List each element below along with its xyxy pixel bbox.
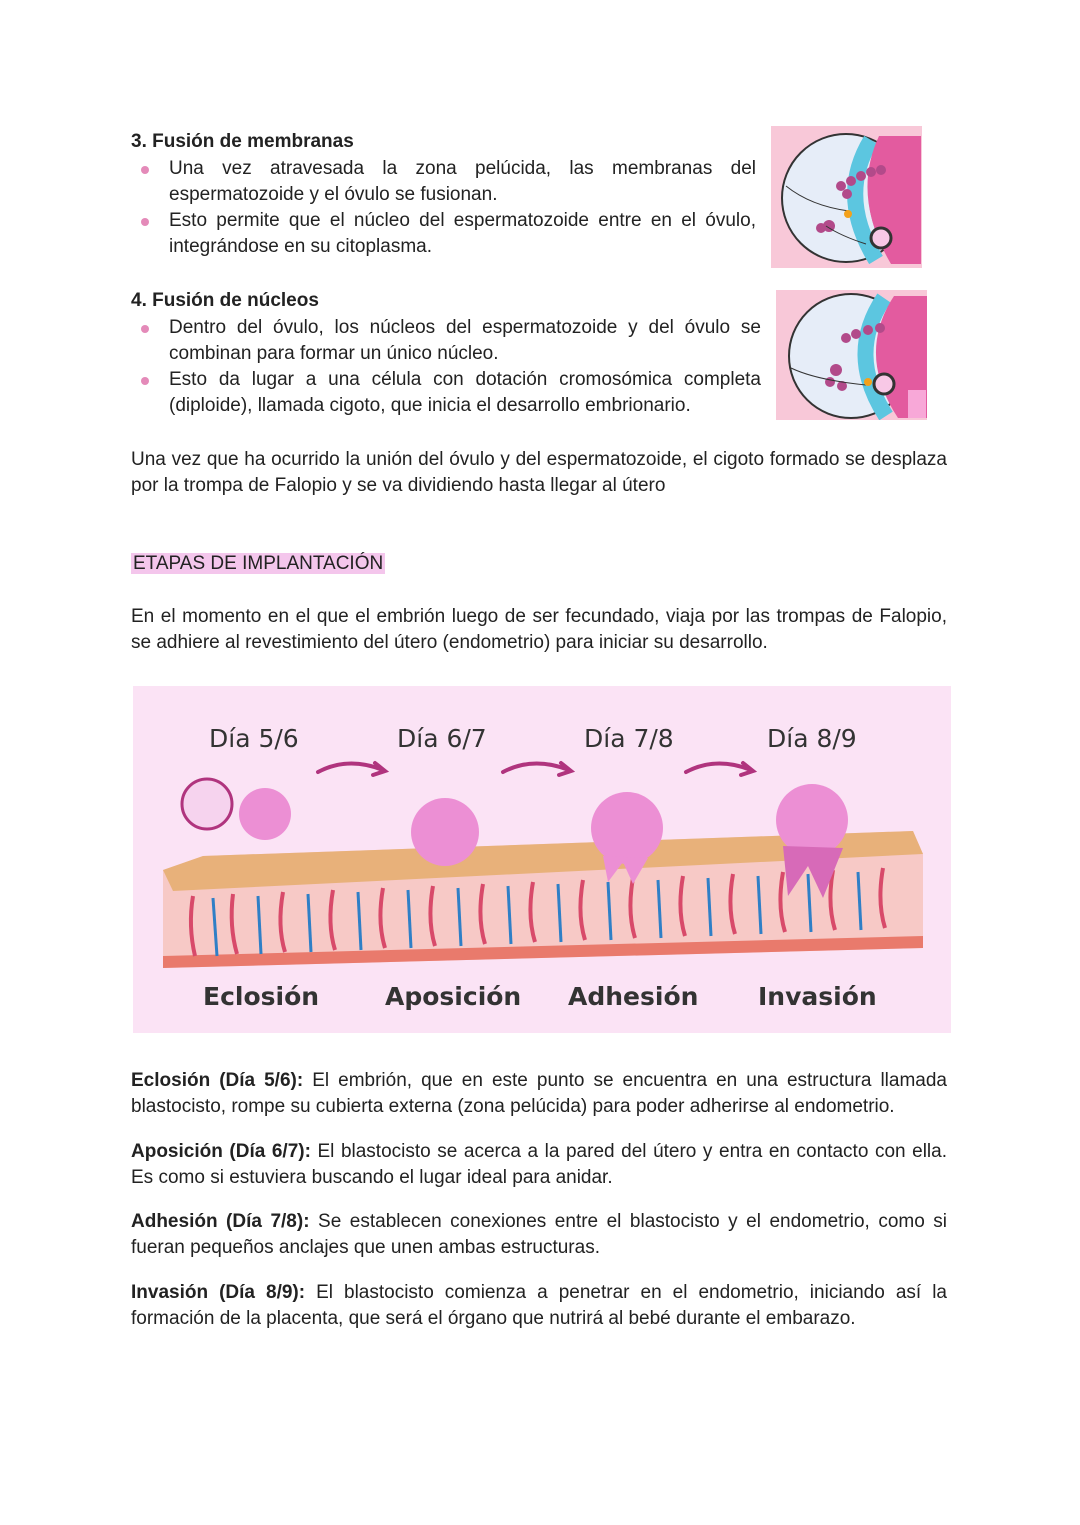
- description-term: Adhesión (Día 7/8):: [131, 1211, 310, 1232]
- description-adhesion: [131, 1209, 947, 1261]
- stage-label: Adhesión: [568, 982, 699, 1011]
- description-term: Aposición (Día 6/7):: [131, 1141, 311, 1162]
- bullet-icon: [141, 377, 149, 385]
- nuclei-fusion-list: [131, 315, 761, 419]
- day-label: Día 5/6: [209, 724, 299, 753]
- description-aposicion: [131, 1139, 947, 1191]
- bullet-icon: [141, 325, 149, 333]
- bullet-icon: [141, 218, 149, 226]
- stage-label: Eclosión: [203, 982, 320, 1011]
- description-term: Invasión (Día 8/9):: [131, 1282, 306, 1303]
- list-item: Esto permite que el núcleo del espermatozoide entre en el óvulo, integrándose en su citoplasma.: [131, 208, 756, 260]
- description-text: El embrión, que en este punto se encuentra en una estructura llamada blastocisto, rompe su cubierta externa (zona pelúcida) para poder adherirse al endometrio.: [131, 1070, 947, 1117]
- day-label: Día 8/9: [767, 724, 857, 753]
- stage-label: Aposición: [385, 982, 522, 1011]
- arrow-right-icon: [318, 763, 753, 775]
- description-invasion: [131, 1280, 947, 1332]
- nuclei-fusion-illustration: [776, 290, 927, 420]
- membrane-fusion-illustration: [771, 126, 922, 268]
- endometrium-illustration: [133, 686, 951, 1033]
- section-title-nuclei-fusion: 4. Fusión de núcleos: [131, 290, 319, 311]
- description-term: Eclosión (Día 5/6):: [131, 1070, 304, 1091]
- list-item: Dentro del óvulo, los núcleos del espermatozoide y del óvulo se combinan para formar un único núcleo.: [131, 315, 761, 367]
- day-label: Día 7/8: [584, 724, 674, 753]
- implantation-heading: [131, 552, 385, 576]
- list-item: Esto da lugar a una célula con dotación cromosómica completa (diploide), llamada cigoto, que inicia el desarrollo embrionario.: [131, 367, 761, 419]
- implantation-heading-text: ETAPAS DE IMPLANTACIÓN: [133, 553, 384, 574]
- bullet-icon: [141, 166, 149, 174]
- implantation-intro: En el momento en el que el embrión luego de ser fecundado, viaja por las trompas de Falopio, se adhiere al revestimiento del útero (endometrio) para iniciar su desarrollo.: [131, 606, 947, 653]
- description-eclosion: [131, 1068, 947, 1120]
- description-text: El blastocisto comienza a penetrar en el endometrio, iniciando así la formación de la placenta, que será el órgano que nutrirá al bebé durante el embarazo.: [131, 1282, 947, 1329]
- description-text: Se establecen conexiones entre el blastocisto y el endometrio, como si fueran pequeños anclajes que unen ambas estructuras.: [131, 1211, 948, 1258]
- membrane-fusion-list: [131, 156, 756, 260]
- list-item: Una vez atravesada la zona pelúcida, las membranas del espermatozoide y el óvulo se fusionan.: [131, 156, 756, 208]
- day-label: Día 6/7: [397, 724, 487, 753]
- implantation-stages-diagram: [133, 686, 951, 1033]
- stage-label: Invasión: [758, 982, 877, 1011]
- section-title-membrane-fusion: 3. Fusión de membranas: [131, 131, 354, 152]
- zygote-summary-paragraph: Una vez que ha ocurrido la unión del óvulo y del espermatozoide, el cigoto formado se desplaza por la trompa de Falopio y se va dividiendo hasta llegar al útero: [131, 449, 947, 496]
- description-text: El blastocisto se acerca a la pared del útero y entra en contacto con ella. Es como si estuviera buscando el lugar ideal para anidar.: [131, 1141, 948, 1188]
